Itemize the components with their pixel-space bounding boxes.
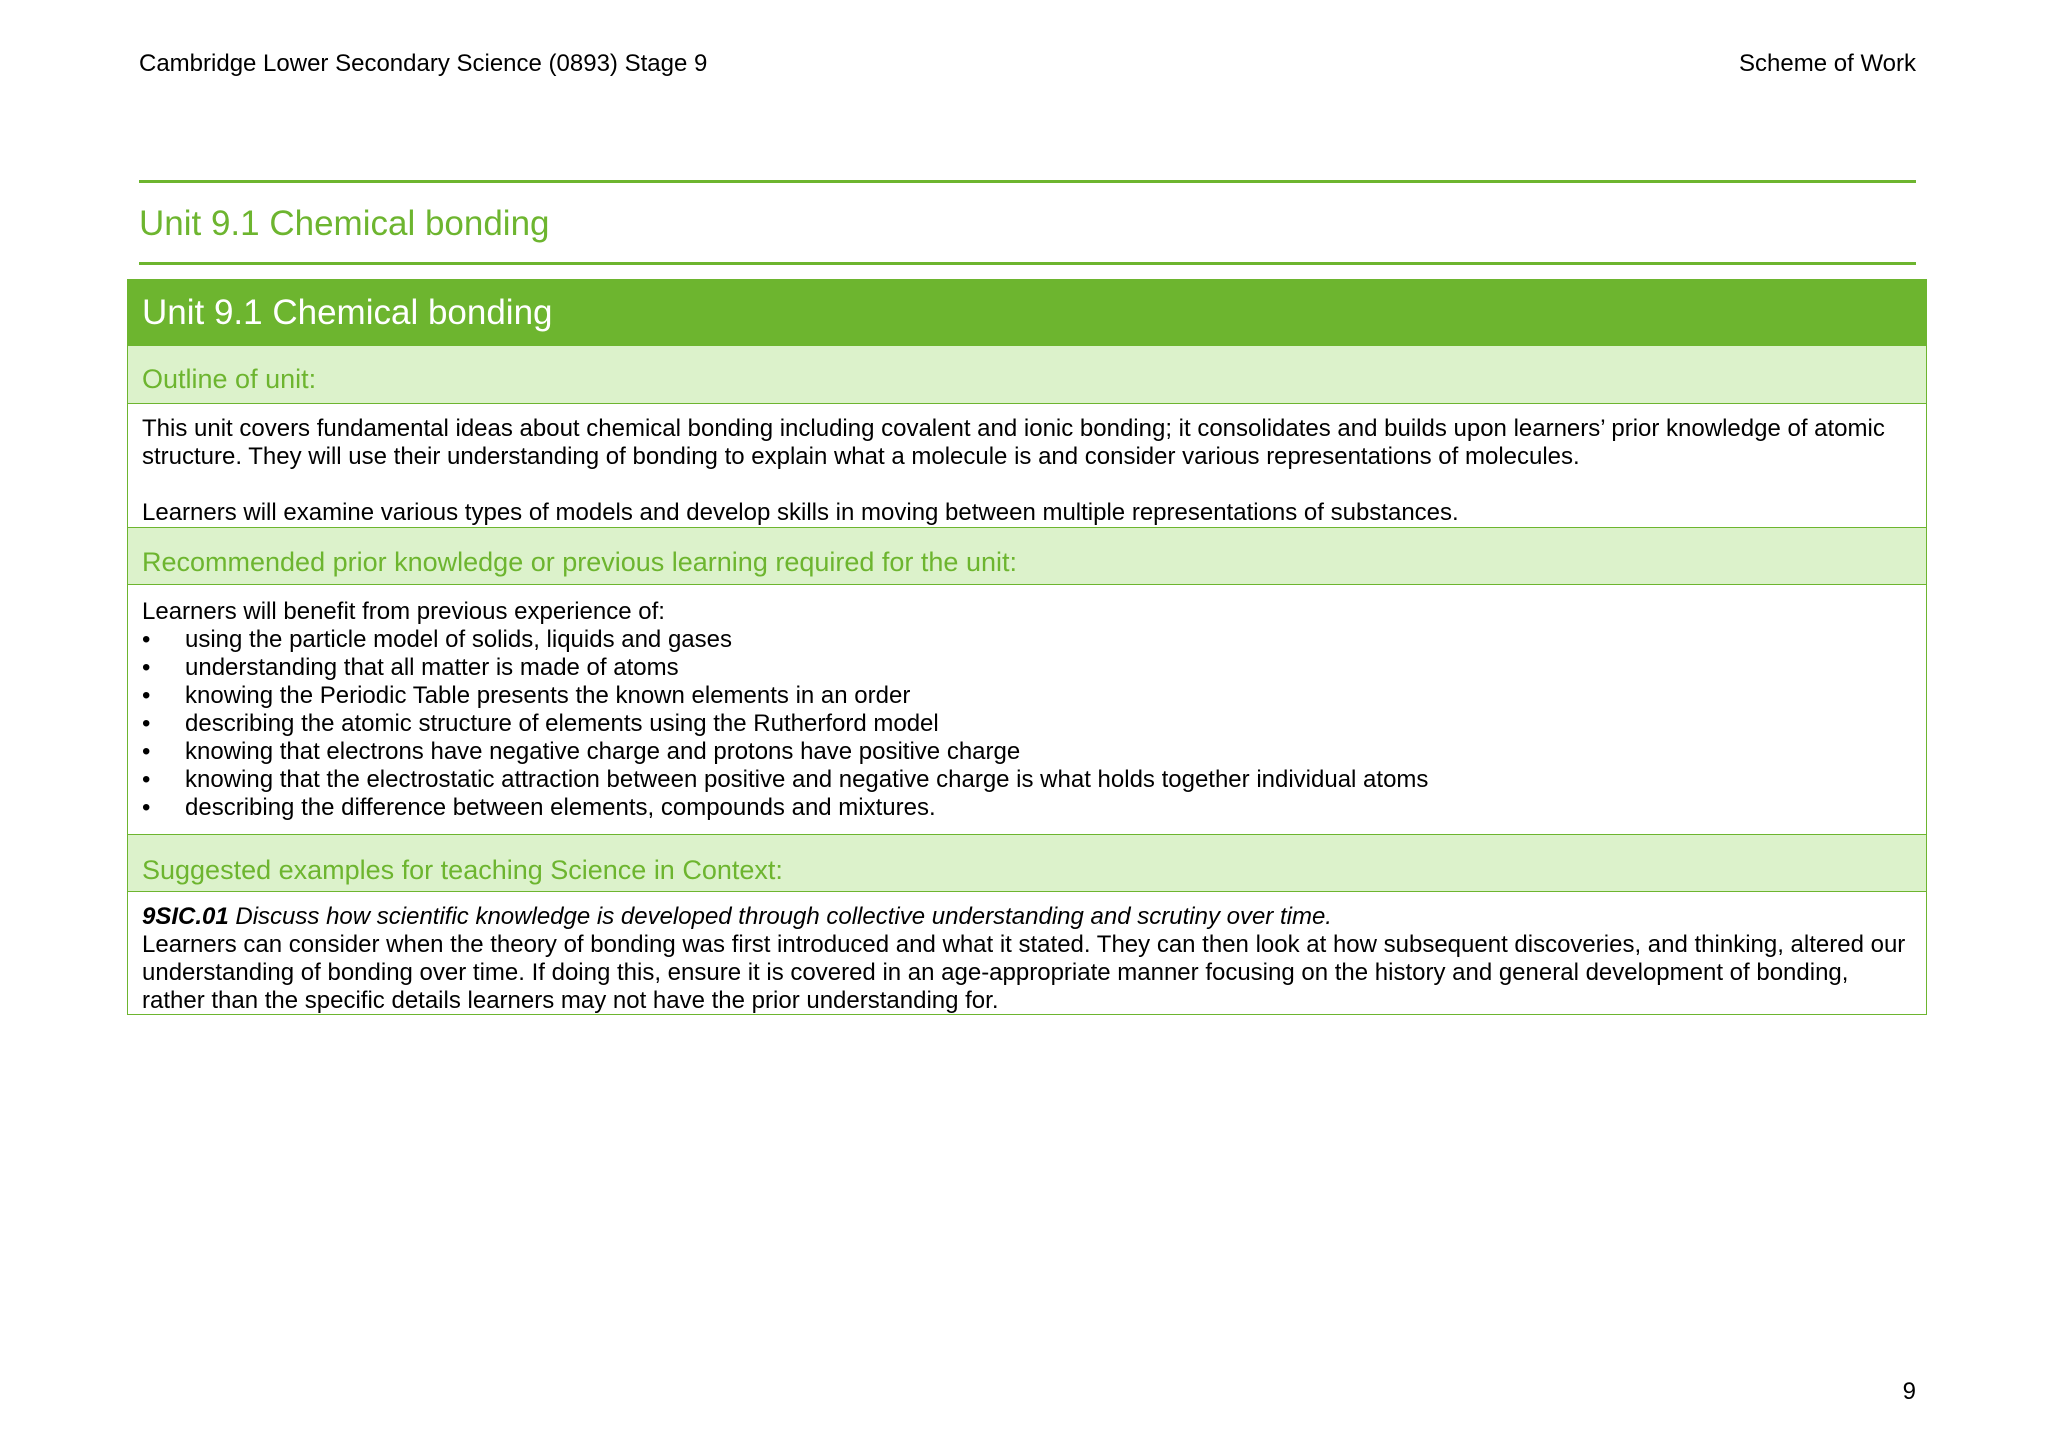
list-item-text: knowing that electrons have negative charge and protons have positive charge — [185, 738, 1021, 765]
list-item — [142, 766, 1912, 794]
bullet-icon: • — [142, 654, 151, 681]
heading-rule-bottom — [139, 262, 1916, 265]
unit-table — [127, 279, 1927, 1015]
bullet-icon: • — [142, 794, 151, 821]
unit-heading: Unit 9.1 Chemical bonding — [139, 204, 550, 243]
unit-table-title: Unit 9.1 Chemical bonding — [128, 280, 1926, 346]
context-body-text: Learners can consider when the theory of bonding was first introduced and what it stated. They can then look at how subsequent discoveries, and thinking, altered our understanding of bonding over time. If doing this, ensure it is covered in an age-appropriate manner focusing on the history and general development of bonding, rather than the specific details learners may not have the prior understanding for. — [142, 931, 1906, 1014]
statement-code: 9SIC.01 — [142, 903, 229, 930]
science-in-context-heading: Suggested examples for teaching Science in Context: — [128, 834, 1926, 891]
document-header-title: Cambridge Lower Secondary Science (0893) Stage 9 — [139, 50, 708, 77]
list-item — [142, 626, 1912, 654]
page-number: 9 — [1902, 1378, 1916, 1405]
list-item-text: knowing the Periodic Table presents the known elements in an order — [185, 682, 911, 709]
list-item-text: describing the atomic structure of elements using the Rutherford model — [185, 710, 939, 737]
list-item — [142, 654, 1912, 682]
outline-heading: Outline of unit: — [128, 346, 1926, 403]
paragraph-gap — [142, 471, 1912, 499]
outline-paragraph-1: This unit covers fundamental ideas about chemical bonding including covalent and ionic bonding; it consolidates and builds upon learners’ prior knowledge of atomic structure. They will use their understanding of bonding to explain what a molecule is and consider various representations of molecules. — [142, 415, 1885, 470]
heading-rule-top — [139, 180, 1916, 183]
context-statement-line — [142, 903, 1912, 931]
list-item — [142, 738, 1912, 766]
prior-knowledge-intro: Learners will benefit from previous experience of: — [142, 598, 665, 625]
prior-knowledge-list — [142, 626, 1912, 822]
prior-knowledge-body — [128, 584, 1926, 834]
outline-body — [128, 403, 1926, 527]
list-item — [142, 794, 1912, 822]
list-item-text: understanding that all matter is made of atoms — [185, 654, 679, 681]
bullet-icon: • — [142, 738, 151, 765]
prior-knowledge-heading: Recommended prior knowledge or previous learning required for the unit: — [128, 527, 1926, 584]
list-item-text: describing the difference between elements, compounds and mixtures. — [185, 794, 936, 821]
science-in-context-body — [128, 891, 1926, 1014]
list-item — [142, 682, 1912, 710]
list-item-text: using the particle model of solids, liquids and gases — [185, 626, 732, 653]
outline-paragraph-2: Learners will examine various types of models and develop skills in moving between multiple representations of substances. — [142, 499, 1459, 526]
statement-text: Discuss how scientific knowledge is developed through collective understanding and scrutiny over time. — [228, 903, 1332, 930]
bullet-icon: • — [142, 682, 151, 709]
bullet-icon: • — [142, 710, 151, 737]
bullet-icon: • — [142, 766, 151, 793]
list-item — [142, 710, 1912, 738]
document-header-type: Scheme of Work — [1739, 50, 1916, 77]
list-item-text: knowing that the electrostatic attraction between positive and negative charge is what holds together individual atoms — [185, 766, 1429, 793]
bullet-icon: • — [142, 626, 151, 653]
